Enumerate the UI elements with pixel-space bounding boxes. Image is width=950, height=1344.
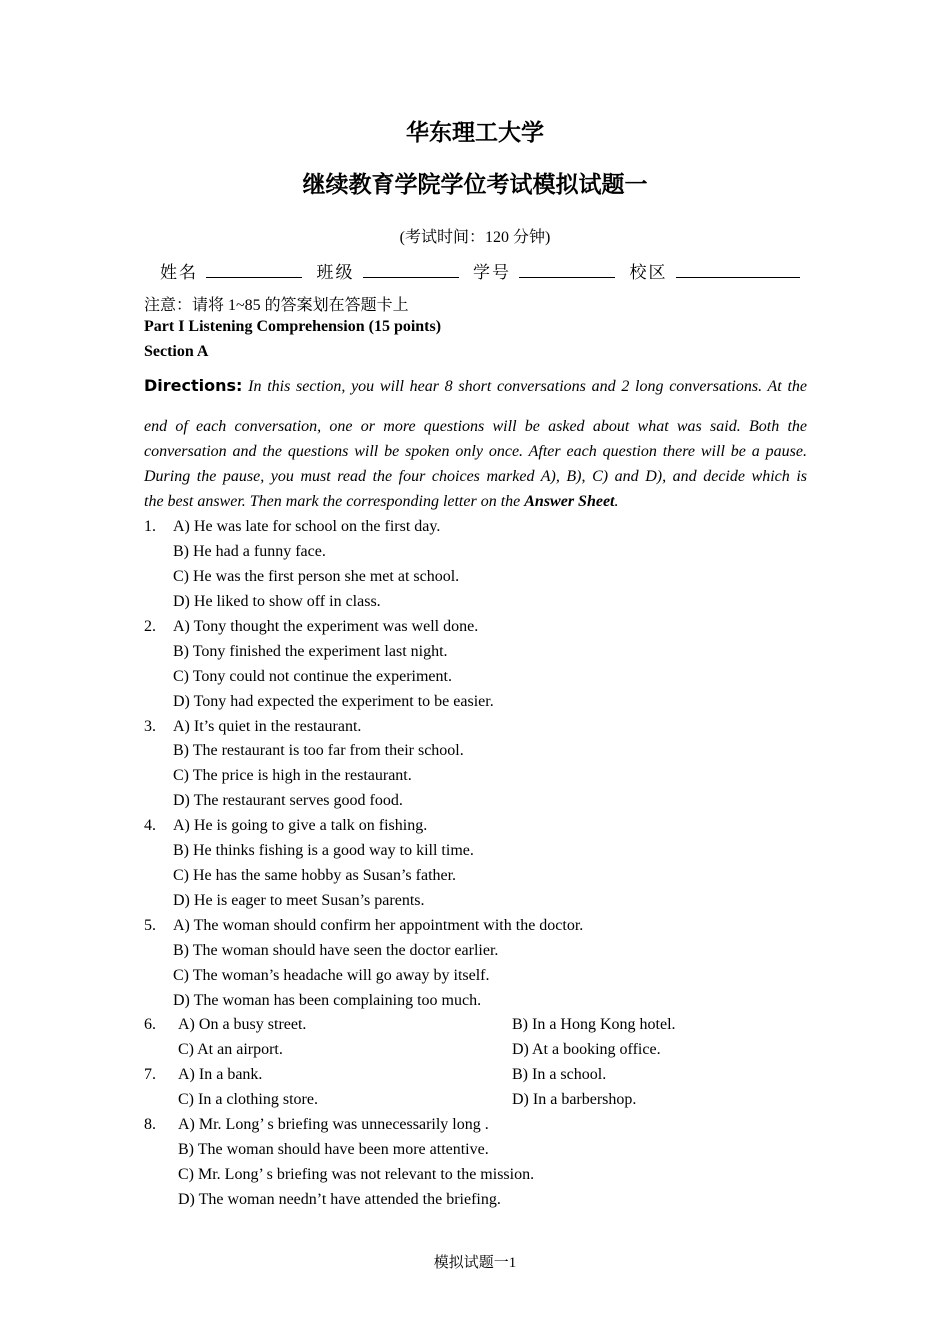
option-c: C) Mr. Long’ s briefing was not relevant to the mission. bbox=[178, 1166, 535, 1183]
option-d: D) At a booking office. bbox=[512, 1041, 661, 1058]
option-a: A) Tony thought the experiment was well done. bbox=[173, 618, 479, 635]
directions-line-2: end of each conversation, one or more questions will be asked about what was said. Both the bbox=[144, 418, 807, 435]
question-number: 6. bbox=[144, 1016, 156, 1033]
question-number: 8. bbox=[144, 1116, 156, 1133]
option-a: A) He is going to give a talk on fishing. bbox=[173, 817, 428, 834]
option-b: B) The restaurant is too far from their school. bbox=[173, 742, 464, 759]
campus-label: 校区 bbox=[629, 263, 668, 282]
class-label: 班级 bbox=[316, 263, 355, 282]
option-d: D) The woman needn’t have attended the briefing. bbox=[178, 1191, 501, 1208]
directions-line-3: conversation and the questions will be spoken only once. After each question there will be a pause. bbox=[144, 443, 807, 460]
option-a: A) The woman should confirm her appointment with the doctor. bbox=[173, 917, 584, 934]
directions-label: Directions: bbox=[144, 376, 243, 395]
option-c: C) Tony could not continue the experiment. bbox=[173, 668, 452, 685]
section-title: Section A bbox=[144, 343, 209, 360]
option-b: B) He thinks fishing is a good way to kill time. bbox=[173, 842, 474, 859]
option-d: D) In a barbershop. bbox=[512, 1091, 637, 1108]
name-label: 姓名 bbox=[160, 263, 198, 282]
option-a: A) It’s quiet in the restaurant. bbox=[173, 718, 362, 735]
option-a: A) In a bank. bbox=[178, 1066, 263, 1083]
question-number: 7. bbox=[144, 1066, 156, 1083]
directions-line-5: the best answer. Then mark the corresponding letter on the Answer Sheet. bbox=[144, 493, 619, 510]
option-b: B) In a school. bbox=[512, 1066, 607, 1083]
option-d: D) Tony had expected the experiment to be easier. bbox=[173, 693, 494, 710]
exam-title: 继续教育学院学位考试模拟试题一 bbox=[302, 172, 648, 198]
option-c: C) He has the same hobby as Susan’s father. bbox=[173, 867, 457, 884]
option-c: C) The price is high in the restaurant. bbox=[173, 767, 412, 784]
answer-sheet-emphasis: Answer Sheet bbox=[524, 493, 615, 510]
option-c: C) In a clothing store. bbox=[178, 1091, 318, 1108]
part-title: Part I Listening Comprehension (15 points) bbox=[144, 318, 442, 335]
option-c: C) He was the first person she met at school. bbox=[173, 568, 460, 585]
question-number: 1. bbox=[144, 518, 156, 535]
directions-line-4: During the pause, you must read the four choices marked A), B), C) and D), and decide which is bbox=[144, 468, 807, 485]
question-number: 3. bbox=[144, 718, 156, 735]
option-d: D) He is eager to meet Susan’s parents. bbox=[173, 892, 425, 909]
question-number: 4. bbox=[144, 817, 156, 834]
option-d: D) He liked to show off in class. bbox=[173, 593, 381, 610]
exam-time: (考试时间：120 分钟) bbox=[399, 229, 551, 246]
student-id-label: 学号 bbox=[473, 263, 511, 282]
option-a: A) Mr. Long’ s briefing was unnecessarily long . bbox=[178, 1116, 489, 1133]
option-b: B) In a Hong Kong hotel. bbox=[512, 1016, 676, 1033]
option-c: C) At an airport. bbox=[178, 1041, 283, 1058]
page-footer: 模拟试题一1 bbox=[433, 1255, 517, 1271]
option-b: B) The woman should have been more attentive. bbox=[178, 1141, 489, 1158]
question-number: 5. bbox=[144, 917, 156, 934]
option-a: A) On a busy street. bbox=[178, 1016, 307, 1033]
option-b: B) He had a funny face. bbox=[173, 543, 326, 560]
option-d: D) The woman has been complaining too much. bbox=[173, 992, 482, 1009]
option-d: D) The restaurant serves good food. bbox=[173, 792, 403, 809]
name-blank[interactable] bbox=[206, 261, 302, 278]
option-b: B) The woman should have seen the doctor earlier. bbox=[173, 942, 499, 959]
student-info-fields bbox=[160, 258, 810, 283]
campus-blank[interactable] bbox=[676, 261, 800, 278]
question-number: 2. bbox=[144, 618, 156, 635]
student-id-blank[interactable] bbox=[519, 261, 615, 278]
directions-line-1: Directions: In this section, you will hear 8 short conversations and 2 long conversations. At the bbox=[144, 376, 807, 395]
option-c: C) The woman’s headache will go away by itself. bbox=[173, 967, 490, 984]
answer-sheet-note: 注意：请将 1~85 的答案划在答题卡上 bbox=[144, 297, 409, 314]
class-blank[interactable] bbox=[363, 261, 459, 278]
university-title: 华东理工大学 bbox=[406, 120, 544, 146]
option-a: A) He was late for school on the first day. bbox=[173, 518, 441, 535]
option-b: B) Tony finished the experiment last night. bbox=[173, 643, 448, 660]
